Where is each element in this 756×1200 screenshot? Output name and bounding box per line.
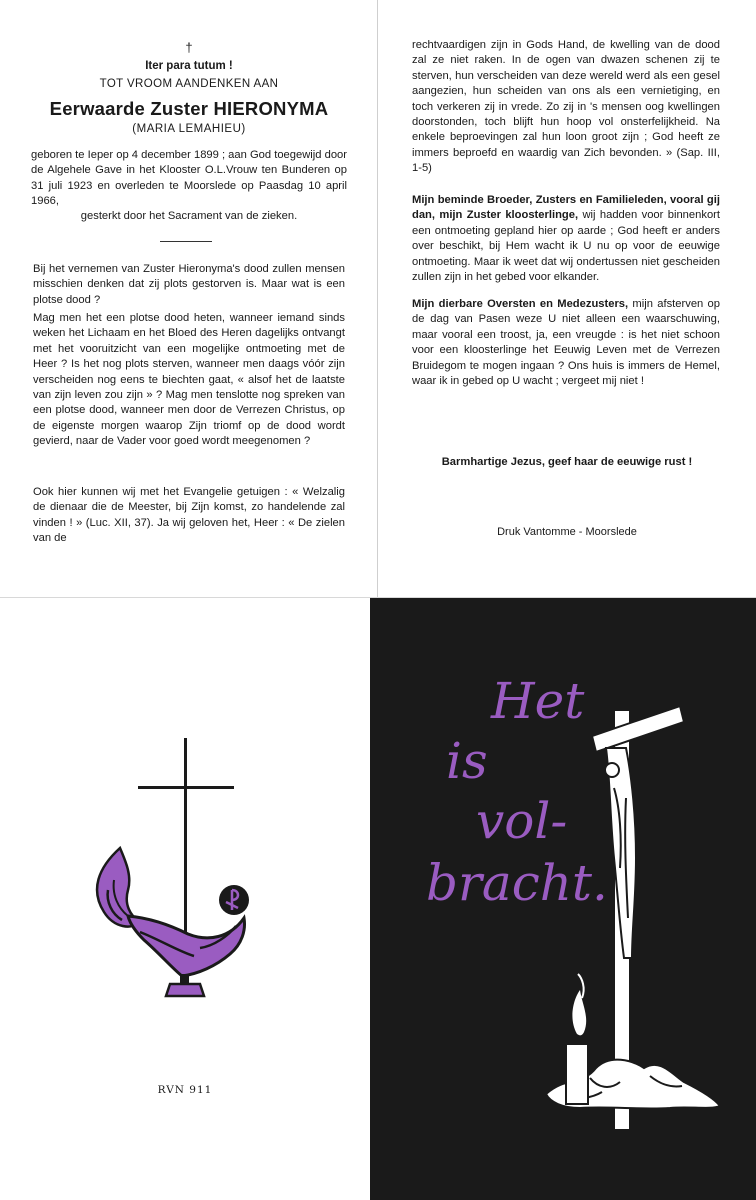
biography: geboren te Ieper op 4 december 1899 ; aan God toegewijd door de Algehele Gave in het Klooster O.L.Vrouw ten Bunderen op 31 juli 1923 en overleden te Moorslede op Paasdag 10 april 1966, <box>31 149 347 208</box>
family-text: wij hadden voor binnenkort een ontmoeting gepland hier op aarde ; God heeft er anders over beschikt, bij Hem wacht ik U nu op voor de eeuwige ontmoeting. Maar ik weet dat wij ondertussen niet gescheiden zullen zijn in het gebed voor elkander. <box>412 209 720 284</box>
paragraph-scripture: rechtvaardigen zijn in Gods Hand, de kwelling van de dood zal ze niet raken. In de ogen van dwazen schenen zij te sterven, hun verscheiden van deze wereld werd als een gesel aangezien, hun scheiden van ons als een vernietiging, en toch verkeren zij in vrede. Zo zij in 's mensen oog kwellingen doorstonden, toch blijft hun hoop vol onsterfelijkheid. Na enkele beproevingen zal hun loon groot zijn ; God heeft ze immers beproefd en waardig van Zich bevonden. » (Sap. III, 1-5) <box>412 39 720 175</box>
sisters-text: mijn afsterven op de dag van Pasen weze U niet alleen een waarschuwing, maar vooral een troost, ja, een vreugde : is het niet schoon voor een kloosterlinge het Eeuwig Leven met de Verrezen Bruidegom te mogen ingaan ? Ons huis is immers de Hemel, waar ik in gebed op U wacht ; vergeet mij niet ! <box>412 298 720 388</box>
crucifix-beam <box>592 706 684 752</box>
candle-icon <box>566 1044 588 1104</box>
cover-title-line-4: bracht. <box>426 854 608 912</box>
cross-beam <box>138 786 234 789</box>
cross-icon: † <box>185 40 193 55</box>
catalog-code: RVN 911 <box>157 1084 213 1096</box>
lamp-foot <box>166 984 204 996</box>
paragraph-sudden-death: Bij het vernemen van Zuster Hieronyma's dood zullen mensen misschien denken dat zij plots gestorven is. Maar wat is een plotse dood ? <box>33 263 345 306</box>
cover-title-line-3: vol- <box>476 792 568 850</box>
paragraph-family <box>412 193 720 285</box>
closing-prayer: Barmhartige Jezus, geef haar de eeuwige rust ! <box>441 456 693 468</box>
motto: Iter para tutum ! <box>145 60 233 72</box>
divider-line <box>160 241 212 242</box>
paragraph-gospel: Ook hier kunnen wij met het Evangelie getuigen : « Welzalig de dienaar die de Meester, bij Zijn komst, zo handelende zal vinden ! » (Luc. XII, 37). Ja wij geloven het, Heer : « De zielen van de <box>33 486 345 545</box>
sisters-address: Mijn dierbare Oversten en Medezusters, <box>412 298 629 310</box>
paragraph-questions: Mag men het een plotse dood heten, wanneer iemand sinds weken het Lichaam en het Bloed des Heren dagelijks ontvangt met het vooruitzicht van een mogelijke ontmoeting met de Heer ? Is het nog plots sterven, wanneer men daags vóór zijn verscheiden nog eens te biechten gaat, « alsof het de laatste van zijn leven zou zijn » ? Mag men tenslotte nog spreken van een plotse dood, wanneer men door de Verrezen Christus, op de eigenste morgen waarop Zijn triomf op de dood wordt gevierd, naar de Vader voor goed wordt meegenomen ? <box>33 312 345 448</box>
cover-title-line-2: is <box>446 732 488 790</box>
memorial-heading: TOT VROOM AANDENKEN AAN <box>99 78 279 90</box>
biography-last-line: gesterkt door het Sacrament van de zieken. <box>80 210 298 222</box>
oil-lamp-icon <box>80 730 280 1010</box>
printer-credit: Druk Vantomme - Moorslede <box>497 526 637 538</box>
flame <box>97 848 140 927</box>
cover-title-line-1: Het <box>491 672 585 730</box>
maiden-name: (MARIA LEMAHIEU) <box>132 123 246 135</box>
deceased-name: Eerwaarde Zuster HIERONYMA <box>49 98 329 119</box>
paragraph-sisters <box>412 297 720 389</box>
family-address: Mijn beminde Broeder, Zusters en Familieleden, vooral gij dan, mijn Zuster kloosterlinge, <box>412 194 720 222</box>
candle-flame <box>572 990 586 1035</box>
